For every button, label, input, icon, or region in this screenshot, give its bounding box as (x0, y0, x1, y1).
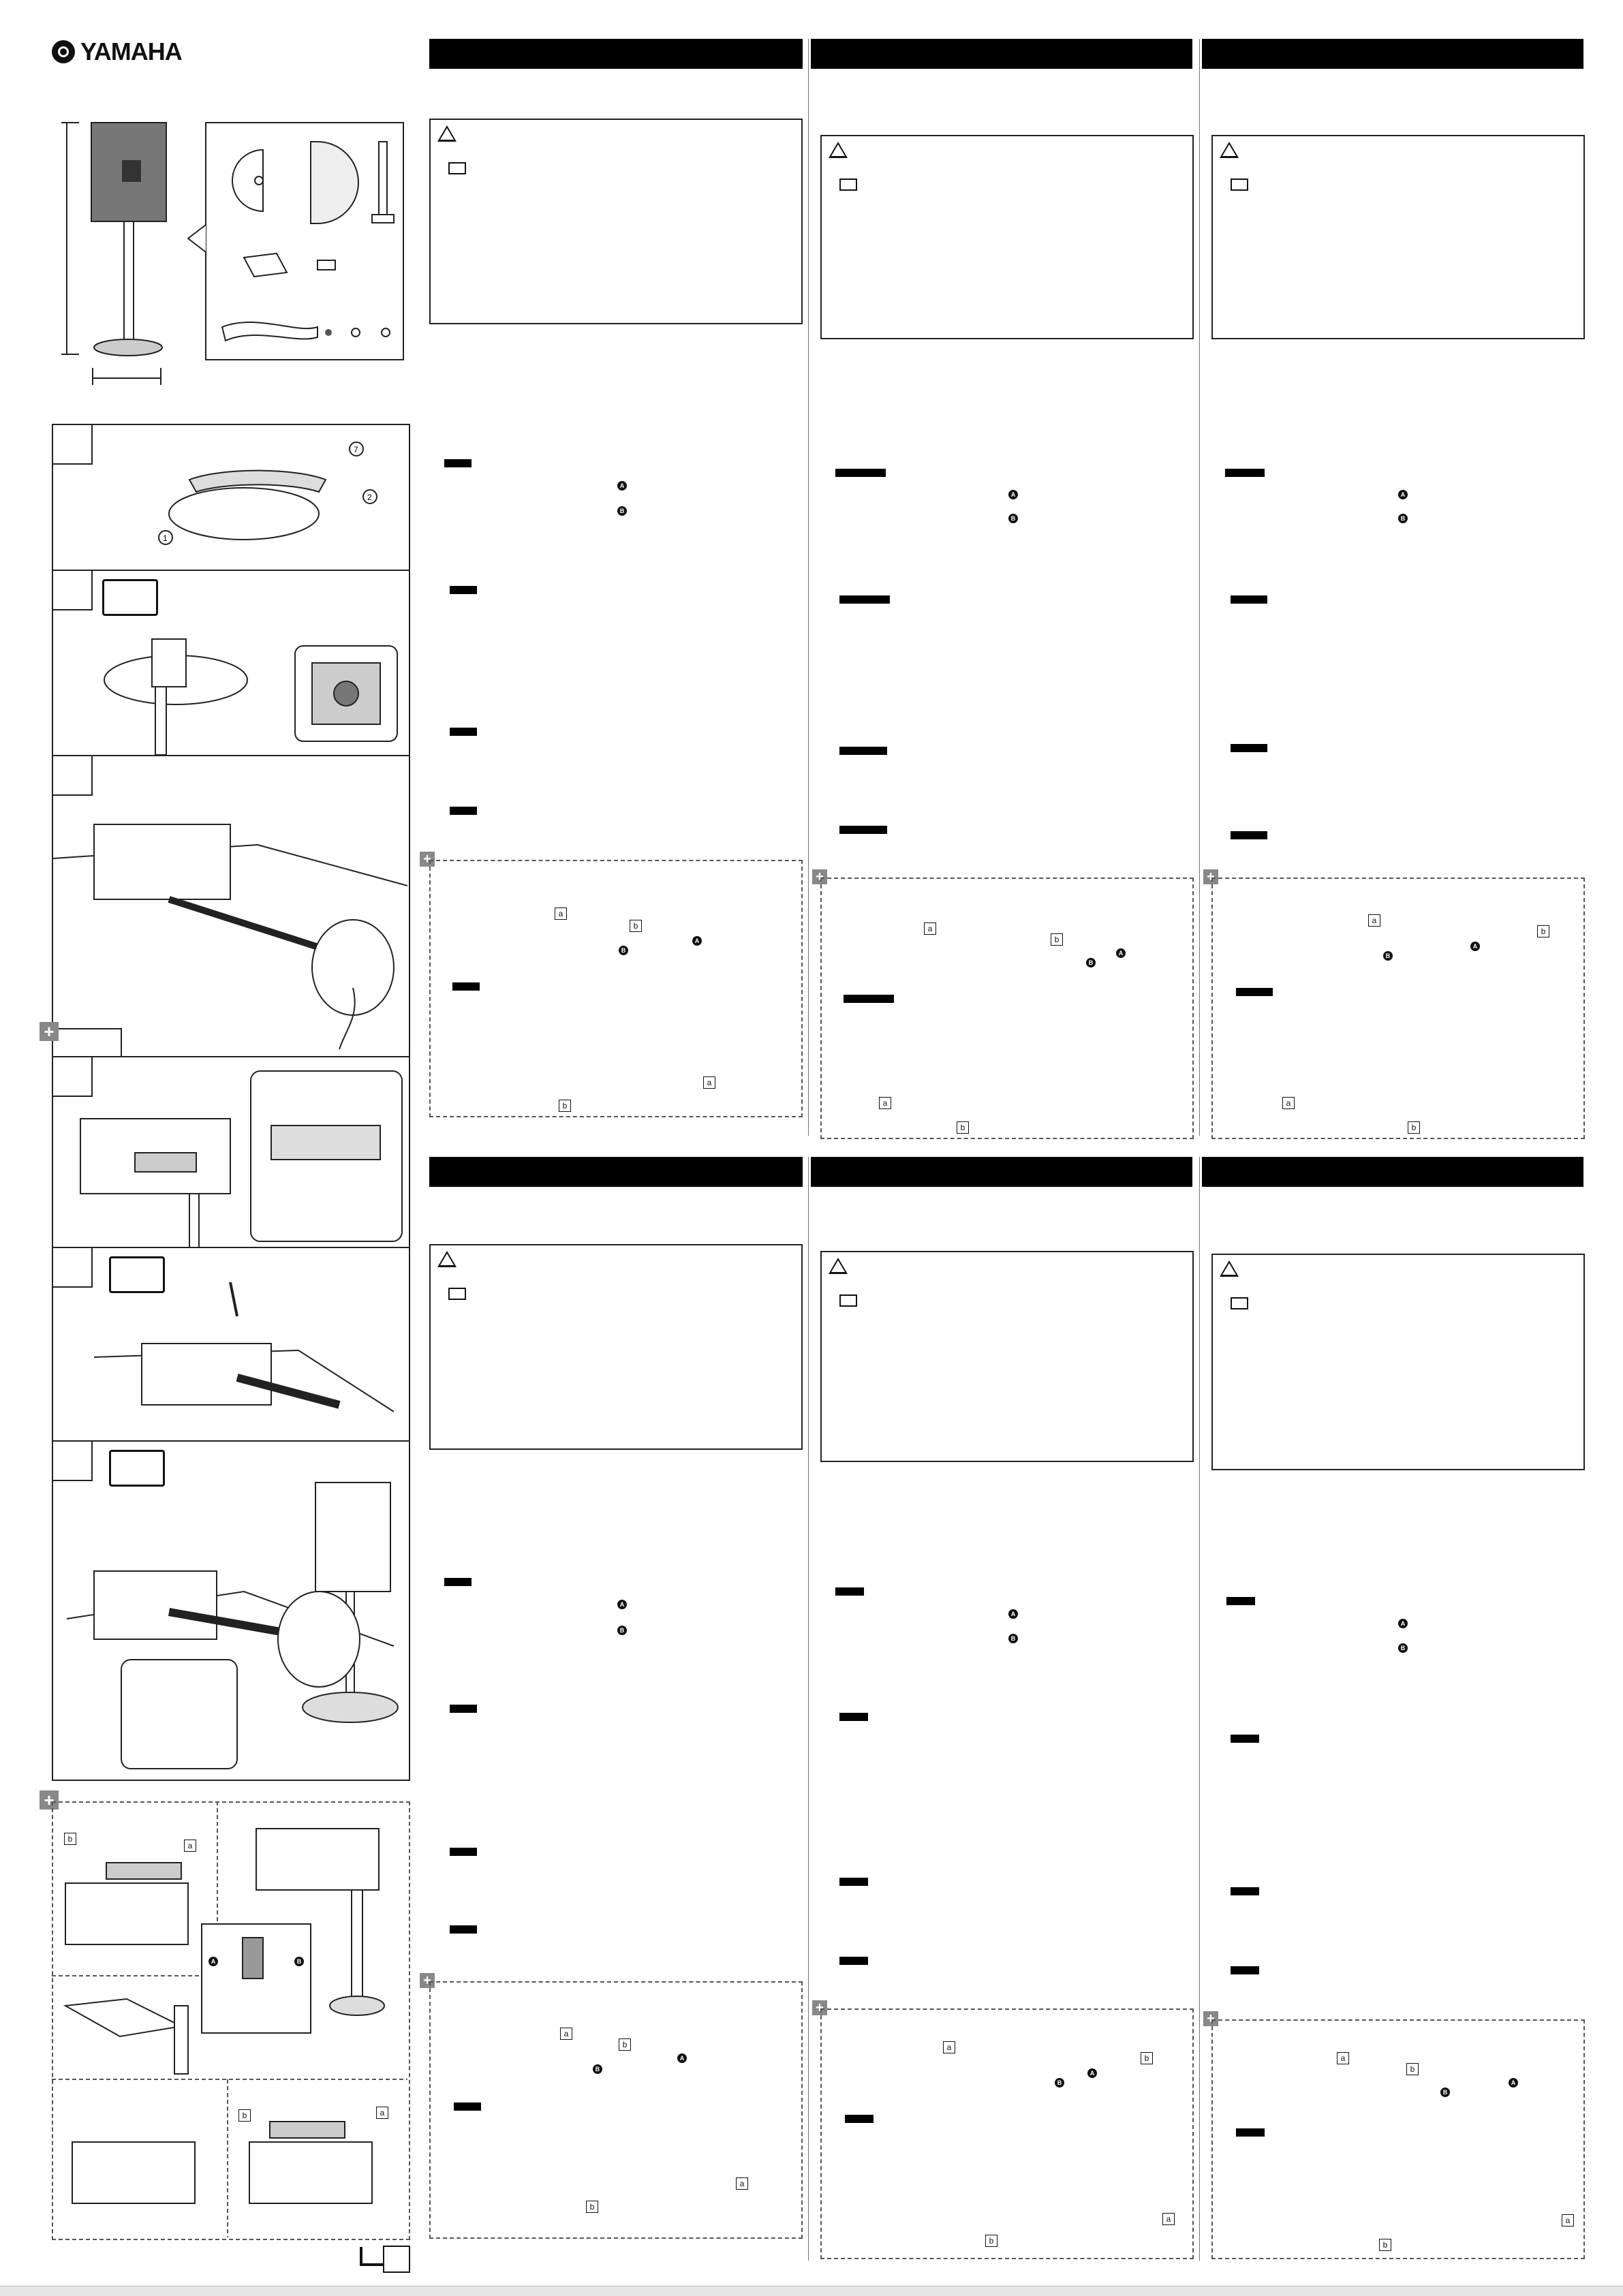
plug-icon (839, 1294, 857, 1307)
language-header-bar (811, 39, 1192, 69)
plus-icon: + (40, 1790, 59, 1810)
marker-B: B (1398, 514, 1408, 523)
callout-2: 2 (367, 493, 372, 502)
caution-box (820, 135, 1194, 339)
marker-A: A (1398, 1619, 1408, 1628)
plus-icon: + (812, 2000, 827, 2015)
plus-icon: + (1203, 2011, 1218, 2026)
section-heading-bar (835, 469, 886, 477)
marker-b: b (1406, 2063, 1419, 2075)
language-header-bar (429, 39, 803, 69)
section-heading-bar (839, 1713, 868, 1721)
section-heading-bar (1231, 744, 1267, 752)
marker-b: b (64, 1833, 76, 1845)
marker-b: b (985, 2235, 998, 2247)
callout-1: 1 (163, 533, 168, 543)
plus-icon: + (1203, 869, 1218, 884)
marker-b: b (1537, 925, 1549, 937)
caution-box (820, 1251, 1194, 1462)
marker-B: B (1398, 1643, 1408, 1653)
marker-b: b (586, 2201, 598, 2213)
caution-box (1211, 1254, 1585, 1470)
section-heading-bar (1231, 1887, 1259, 1895)
plus-icon: + (812, 869, 827, 884)
step-number-box (53, 571, 93, 610)
caution-box (429, 119, 803, 324)
marker-a: a (703, 1076, 715, 1089)
product-overview-figure (52, 109, 406, 395)
marker-a: a (184, 1840, 196, 1852)
caution-box (1211, 135, 1585, 339)
marker-a: a (924, 922, 936, 935)
step-2-panel (52, 570, 410, 758)
brand-name: YAMAHA (80, 37, 182, 65)
column-divider (808, 1157, 809, 2261)
marker-B: B (1055, 2078, 1064, 2088)
section-heading-bar (1236, 2128, 1265, 2137)
language-header-bar (1202, 1157, 1583, 1187)
marker-A: A (1008, 490, 1018, 499)
marker-b: b (957, 1121, 969, 1134)
marker-A: A (677, 2053, 687, 2063)
marker-B: B (617, 506, 627, 516)
language-header-bar (811, 1157, 1192, 1187)
marker-a: a (736, 2177, 748, 2190)
section-heading-bar (450, 728, 477, 736)
marker-b: b (1141, 2052, 1153, 2064)
section-heading-bar (450, 1848, 477, 1856)
plus-icon: + (420, 1973, 435, 1988)
plug-icon (448, 162, 466, 174)
step-6-illustration (53, 1469, 407, 1775)
warning-triangle-icon (829, 1258, 848, 1274)
tip-box (820, 878, 1194, 1139)
section-heading-bar (454, 2103, 481, 2111)
section-heading-bar (839, 747, 887, 755)
marker-b: b (559, 1100, 571, 1112)
tip-box (820, 2008, 1194, 2259)
section-heading-bar (450, 807, 477, 815)
section-heading-bar (1231, 1735, 1259, 1743)
marker-a: a (1337, 2052, 1349, 2064)
marker-A: A (1116, 948, 1126, 958)
marker-b: b (238, 2109, 251, 2122)
section-heading-bar (1231, 831, 1267, 839)
marker-b: b (619, 2038, 631, 2051)
step-1-panel (52, 424, 410, 572)
warning-triangle-icon (1220, 142, 1239, 158)
section-heading-bar (450, 1925, 477, 1934)
marker-B: B (1440, 2088, 1450, 2097)
warning-triangle-icon (437, 125, 457, 142)
plug-icon (1231, 179, 1248, 191)
section-heading-bar (844, 995, 894, 1003)
marker-B: B (1086, 958, 1096, 967)
continue-page-box (383, 2246, 410, 2273)
marker-a: a (943, 2041, 955, 2053)
marker-A: A (1008, 1609, 1018, 1619)
marker-A: A (1398, 490, 1408, 499)
step-5-panel (52, 1247, 410, 1443)
column-divider (1199, 39, 1200, 1136)
section-heading-bar (835, 1587, 864, 1596)
marker-B: B (1383, 951, 1393, 961)
step-5-illustration (80, 1255, 407, 1439)
marker-a: a (879, 1097, 891, 1109)
warning-triangle-icon (1220, 1260, 1239, 1277)
warning-triangle-icon (437, 1251, 457, 1267)
section-heading-bar (1226, 1597, 1255, 1605)
marker-a: a (1282, 1097, 1295, 1109)
step-6-panel (52, 1440, 410, 1781)
marker-A: A (617, 481, 627, 491)
callout-7: 7 (354, 445, 358, 454)
optional-assembly-illustrations (52, 1801, 407, 2237)
marker-A: A (1087, 2068, 1097, 2078)
section-heading-bar (444, 1578, 472, 1586)
marker-a: a (1368, 914, 1380, 927)
section-heading-bar (450, 1705, 477, 1713)
section-heading-bar (444, 459, 472, 467)
marker-A: A (1509, 2078, 1518, 2088)
marker-B: B (294, 1957, 304, 1966)
section-heading-bar (839, 826, 887, 834)
marker-B: B (617, 1626, 627, 1635)
marker-b: b (1408, 1121, 1420, 1134)
marker-b: b (1051, 933, 1063, 946)
marker-B: B (1008, 1634, 1018, 1643)
caution-box (429, 1244, 803, 1450)
step-3-illustration (53, 784, 407, 1056)
column-divider (808, 39, 809, 1136)
language-header-bar (429, 1157, 803, 1187)
step-4-illustration (53, 1064, 407, 1248)
marker-b: b (630, 920, 642, 932)
section-heading-bar (1225, 469, 1265, 477)
marker-a: a (1162, 2213, 1175, 2225)
yamaha-logo (52, 37, 182, 66)
plus-icon: + (40, 1022, 59, 1041)
marker-B: B (1008, 514, 1018, 523)
section-heading-bar (452, 982, 480, 991)
step-2-illustration (94, 585, 407, 755)
marker-A: A (617, 1600, 627, 1609)
section-heading-bar (1236, 988, 1273, 996)
column-divider (1199, 1157, 1200, 2261)
tuning-fork-logo-icon (52, 40, 75, 63)
warning-triangle-icon (829, 142, 848, 158)
continue-arrow (360, 2247, 383, 2266)
section-heading-bar (839, 1957, 868, 1965)
tip-box (429, 860, 803, 1117)
marker-a: a (560, 2028, 572, 2040)
tip-box (429, 1981, 803, 2239)
tip-box (1211, 878, 1585, 1139)
marker-b: b (1379, 2239, 1391, 2251)
step-3-panel (52, 755, 410, 1059)
marker-A: A (1470, 942, 1480, 951)
marker-a: a (376, 2107, 388, 2119)
section-heading-bar (839, 1878, 868, 1886)
step-number-box (53, 425, 93, 465)
section-heading-bar (839, 595, 890, 604)
language-header-bar (1202, 39, 1583, 69)
marker-B: B (593, 2064, 602, 2074)
section-heading-bar (1231, 1966, 1259, 1974)
section-heading-bar (845, 2115, 874, 2123)
section-heading-bar (450, 586, 477, 594)
marker-B: B (619, 946, 628, 955)
section-heading-bar (1231, 595, 1267, 604)
tip-box (1211, 2019, 1585, 2259)
plug-icon (839, 179, 857, 191)
plug-icon (1231, 1297, 1248, 1309)
marker-A: A (692, 936, 702, 946)
plus-icon: + (420, 852, 435, 867)
marker-A: A (208, 1957, 218, 1966)
step-4-panel (52, 1056, 410, 1250)
plug-icon (448, 1288, 466, 1300)
marker-a: a (1562, 2214, 1574, 2227)
marker-a: a (555, 907, 567, 920)
page-footer-strip (0, 2286, 1623, 2296)
step-1-illustration (149, 439, 394, 561)
